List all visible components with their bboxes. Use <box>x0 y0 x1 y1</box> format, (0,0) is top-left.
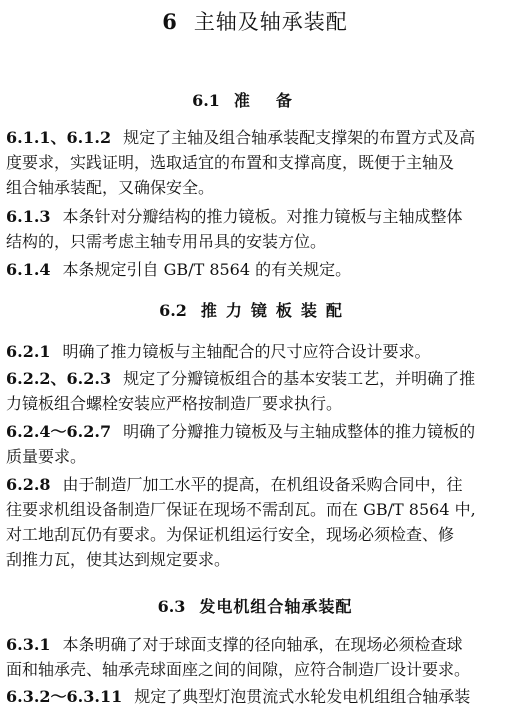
line-text: 明确了推力镜板与主轴配合的尺寸应符合设计要求。 <box>62 342 431 361</box>
paragraph-line <box>6 125 506 150</box>
paragraph-line: 往要求机组设备制造厂保证在现场不需刮瓦。而在 GB/T 8564 中, <box>6 500 476 519</box>
clause-ref: 6.3.1 <box>6 635 51 654</box>
section-title-text: 发电机组合轴承装配 <box>199 597 353 616</box>
paragraph-line <box>6 632 506 657</box>
paragraph-6-3-2 <box>6 684 506 709</box>
paragraph-line: 质量要求。 <box>6 447 87 466</box>
paragraph-line <box>6 339 506 364</box>
line-text: 规定了典型灯泡贯流式水轮发电机组组合轴承装 <box>134 687 471 706</box>
paragraph-line: 刮推力瓦，使其达到规定要求。 <box>6 550 231 569</box>
clause-ref: 6.2.2、6.2.3 <box>6 369 112 388</box>
line-text: 由于制造厂加工水平的提高，在机组设备采购合同中，往 <box>62 475 463 494</box>
paragraph-line: 对工地刮瓦仍有要求。为保证机组运行安全，现场必须检查、修 <box>6 525 455 544</box>
clause-ref: 6.1.4 <box>6 260 51 279</box>
paragraph-line <box>6 257 506 282</box>
section-title-6-3 <box>0 594 510 617</box>
paragraph-line: 结构的，只需考虑主轴专用吊具的安装方位。 <box>6 232 327 251</box>
paragraph-line: 组合轴承装配，又确保安全。 <box>6 178 215 197</box>
clause-ref: 6.3.2～6.3.11 <box>6 687 123 706</box>
line-text: 明确了分瓣推力镜板及与主轴成整体的推力镜板的 <box>123 422 476 441</box>
paragraph-line <box>6 472 506 497</box>
chapter-title-text: 主轴及轴承装配 <box>193 10 348 34</box>
clause-ref: 6.2.4～6.2.7 <box>6 422 112 441</box>
paragraph-line: 力镜板组合螺栓安装应严格按制造厂要求执行。 <box>6 394 343 413</box>
paragraph-6-2-1 <box>6 339 506 364</box>
paragraph-line <box>6 684 506 709</box>
paragraph-6-1-4 <box>6 257 506 282</box>
paragraph-line <box>6 366 506 391</box>
clause-ref: 6.1.1、6.1.2 <box>6 128 112 147</box>
paragraph-6-2-2 <box>6 366 506 416</box>
paragraph-line <box>6 204 506 229</box>
paragraph-line: 度要求，实践证明，选取适宜的布置和支撑高度，既便于主轴及 <box>6 153 455 172</box>
section-title-6-1 <box>0 88 510 111</box>
paragraph-line: 面和轴承壳、轴承壳球面座之间的间隙，应符合制造厂设计要求。 <box>6 660 471 679</box>
section-title-6-2 <box>0 298 510 321</box>
paragraph-line <box>6 419 506 444</box>
paragraph-6-1-1 <box>6 125 506 200</box>
paragraph-6-2-4 <box>6 419 506 469</box>
chapter-title <box>0 6 510 36</box>
clause-ref: 6.1.3 <box>6 207 51 226</box>
line-text: 本条规定引自 GB/T 8564 的有关规定。 <box>62 260 352 279</box>
paragraph-6-1-3 <box>6 204 506 254</box>
line-text: 本条针对分瓣结构的推力镜板。对推力镜板与主轴成整体 <box>62 207 463 226</box>
paragraph-6-2-8 <box>6 472 506 572</box>
clause-ref: 6.2.8 <box>6 475 51 494</box>
chapter-number: 6 <box>162 9 178 34</box>
clause-ref: 6.2.1 <box>6 342 51 361</box>
section-number: 6.1 <box>192 91 220 110</box>
line-text: 规定了分瓣镜板组合的基本安装工艺，并明确了推 <box>123 369 476 388</box>
section-number: 6.2 <box>159 301 187 320</box>
paragraph-6-3-1 <box>6 632 506 682</box>
section-number: 6.3 <box>157 597 186 616</box>
section-title-text: 准备 <box>233 91 318 110</box>
line-text: 本条明确了对于球面支撑的径向轴承，在现场必须检查球 <box>62 635 463 654</box>
line-text: 规定了主轴及组合轴承装配支撑架的布置方式及高 <box>123 128 476 147</box>
section-title-text: 推力镜板装配 <box>200 301 351 320</box>
